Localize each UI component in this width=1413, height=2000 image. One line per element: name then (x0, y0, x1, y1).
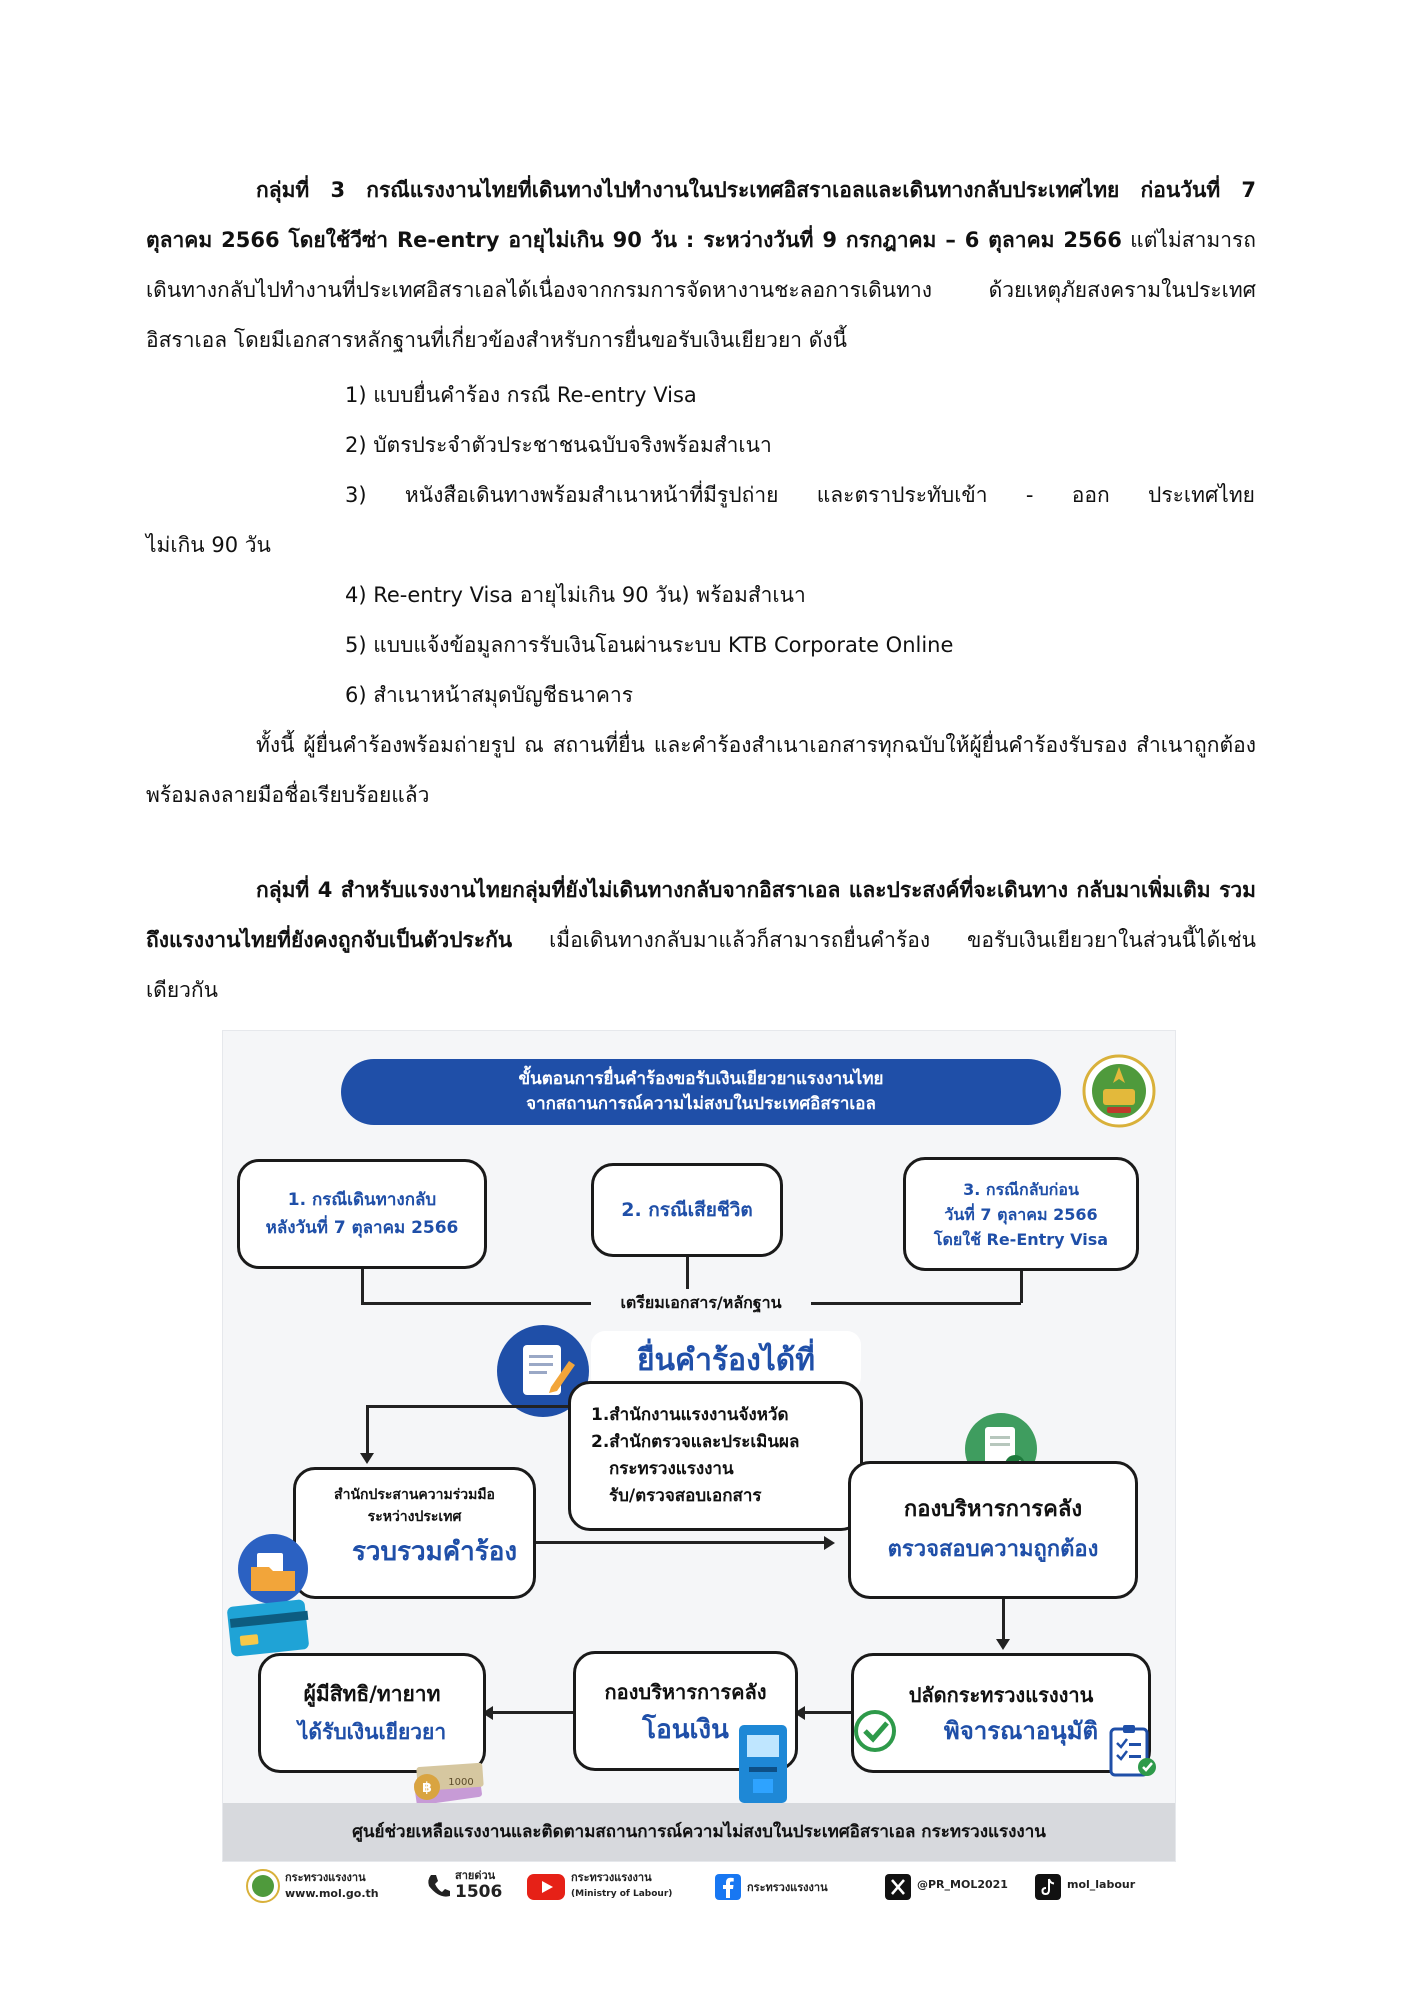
arrow-coord-to-treasury (536, 1541, 826, 1544)
treasury-verify-box (848, 1461, 1138, 1599)
coordination-action: รวบรวมคำร้อง (351, 1537, 518, 1567)
coordination-line2: ระหว่างประเทศ (367, 1509, 462, 1525)
recipient-title: ผู้มีสิทธิ/ทายาท (303, 1682, 441, 1706)
doc-item-3-cont: ไม่เกิน 90 วัน (146, 533, 271, 557)
group4-paragraph (146, 865, 1256, 1015)
case-3-line2: วันที่ 7 ตุลาคม 2566 (944, 1204, 1098, 1224)
doc-item-5: 5) แบบแจ้งข้อมูลการรับเงินโอนผ่านระบบ KTB Corporate Online (345, 633, 954, 657)
facebook-page[interactable]: กระทรวงแรงงาน (747, 1881, 828, 1894)
treasury-verify-title: กองบริหารการคลัง (903, 1497, 1083, 1522)
case-3-line3: โดยใช้ Re-Entry Visa (933, 1229, 1109, 1249)
infographic-title (341, 1059, 1061, 1125)
case-2-box (591, 1163, 783, 1257)
treasury-transfer-action: โอนเงิน (642, 1715, 729, 1745)
submit-location-1: 1.สำนักงานแรงงานจังหวัด (591, 1405, 789, 1425)
group3-note: ทั้งนี้ ผู้ยื่นคำร้องพร้อมถ่ายรูป ณ สถานที่ยื่น และคำร้องสำเนาเอกสารทุกฉบับให้ผู้ยื่นคำร้องรับรอง สำเนาถูกต้องพร้อมลงลายมือชื่อเรียบร้อยแล้ว (146, 733, 1256, 807)
ministry-logo-icon (245, 1868, 281, 1904)
hotline-label: สายด่วน (455, 1869, 496, 1882)
atm-icon (735, 1721, 791, 1807)
case-1-line1: 1. กรณีเดินทางกลับ (287, 1190, 437, 1210)
arrow-submit-to-coord-head (360, 1453, 374, 1464)
infographic-title-line2: จากสถานการณ์ความไม่สงบในประเทศอิสราเอล (526, 1094, 876, 1114)
group3-paragraph (146, 165, 1256, 365)
infographic-title-line1: ขั้นตอนการยื่นคำร้องขอรับเงินเยียวยาแรงงานไทย (518, 1069, 884, 1089)
checkmark-circle-icon (851, 1707, 899, 1755)
facebook-icon (715, 1874, 741, 1900)
case-3-line1: 3. กรณีกลับก่อน (963, 1179, 1079, 1199)
process-infographic (222, 1030, 1176, 1862)
x-handle[interactable]: @PR_MOL2021 (917, 1878, 1008, 1891)
coordination-line1: สำนักประสานความร่วมมือ (334, 1487, 495, 1503)
permanent-secretary-action: พิจารณาอนุมัติ (943, 1717, 1099, 1745)
doc-item-4: 4) Re-entry Visa อายุไม่เกิน 90 วัน) พร้อมสำเนา (345, 583, 806, 607)
arrow-transfer-to-recipient (491, 1711, 573, 1714)
case-1-line2: หลังวันที่ 7 ตุลาคม 2566 (265, 1218, 459, 1238)
treasury-transfer-title: กองบริหารการคลัง (604, 1680, 767, 1704)
svg-text:฿: ฿ (422, 1780, 432, 1796)
youtube-channel-en: (Ministry of Labour) (571, 1889, 673, 1899)
prepare-documents-label (591, 1289, 811, 1317)
tiktok-handle[interactable]: mol_labour (1067, 1878, 1136, 1891)
submit-title-text: ยื่นคำร้องได้ที่ (636, 1343, 816, 1378)
coordination-box (293, 1467, 536, 1599)
submit-receive-check: รับ/ตรวจสอบเอกสาร (609, 1486, 762, 1506)
prepare-documents-text: เตรียมเอกสาร/หลักฐาน (620, 1293, 782, 1312)
arrow-coord-to-treasury-head (824, 1536, 835, 1550)
arrow-submit-to-coord-h (366, 1405, 568, 1408)
arrow-treasury-to-perm-head (996, 1639, 1010, 1650)
x-icon (885, 1874, 911, 1900)
tiktok-icon (1035, 1874, 1061, 1900)
contact-strip (245, 1864, 1165, 1910)
connector-case1-down (361, 1269, 364, 1303)
hotline-number[interactable]: 1506 (455, 1882, 503, 1902)
submit-locations-box (568, 1381, 863, 1531)
website-link[interactable]: www.mol.go.th (285, 1887, 379, 1900)
group3-heading-rest: แต่ไม่สามารถเดินทางกลับไปทำงานที่ประเทศอิสราเอลได้เนื่องจากกรมการจัดหางานชะลอการเดินทาง ด้วยเหตุภัยสงครามในประเทศอิสราเอล โดยมีเอกสารหลักฐานที่เกี่ยวข้องสำหรับการยื่นขอรับเงินเยียวยา ดังนี้ (146, 228, 1256, 352)
doc-item-1: 1) แบบยื่นคำร้อง กรณี Re-entry Visa (345, 383, 697, 407)
permanent-secretary-title: ปลัดกระทรวงแรงงาน (908, 1683, 1094, 1707)
ministry-seal-icon (1081, 1053, 1157, 1129)
recipient-action: ได้รับเงินเยียวยา (297, 1720, 447, 1744)
submit-location-2-cont: กระทรวงแรงงาน (609, 1459, 734, 1479)
footer-banner (223, 1803, 1175, 1861)
checklist-icon (1101, 1721, 1163, 1783)
youtube-icon (527, 1874, 565, 1900)
folder-icon (235, 1531, 311, 1607)
arrow-treasury-to-perm (1002, 1599, 1005, 1641)
group3-heading: กลุ่มที่ 3 กรณีแรงงานไทยที่เดินทางไปทำงานในประเทศอิสราเอลและเดินทางกลับประเทศไทย ก่อนวันที่ 7 ตุลาคม 2566 โดยใช้วีซ่า Re-entry อายุไม่เกิน 90 วัน : ระหว่างวันที่ 9 กรกฎาคม – 6 ตุลาคม 2566 (146, 178, 1256, 252)
case-3-box (903, 1157, 1139, 1271)
group4-heading: กลุ่มที่ 4 สำหรับแรงงานไทยกลุ่มที่ยังไม่เดินทางกลับจากอิสราเอล และประสงค์ที่จะเดินทาง กลับมาเพิ่มเติม รวมถึงแรงงานไทยที่ยังคงถูกจับเป็นตัวประกัน (146, 878, 1256, 952)
case-1-box (237, 1159, 487, 1269)
youtube-channel[interactable]: กระทรวงแรงงาน (571, 1871, 652, 1884)
credit-card-icon (225, 1597, 317, 1661)
banknote-value: 1000 (448, 1777, 474, 1788)
doc-item-6: 6) สำเนาหน้าสมุดบัญชีธนาคาร (345, 683, 634, 707)
phone-icon (425, 1872, 451, 1900)
case-2-label: 2. กรณีเสียชีวิต (621, 1199, 753, 1221)
arrow-perm-to-transfer (803, 1711, 851, 1714)
arrow-submit-to-coord-v (366, 1405, 369, 1455)
connector-case3-down (1020, 1271, 1023, 1303)
ministry-name: กระทรวงแรงงาน (285, 1871, 366, 1884)
group4-heading-rest: เมื่อเดินทางกลับมาแล้วก็สามารถยื่นคำร้อง ขอรับเงินเยียวยาในส่วนนี้ได้เช่นเดียวกัน (146, 928, 1256, 1002)
treasury-verify-action: ตรวจสอบความถูกต้อง (887, 1537, 1099, 1562)
submit-location-2: 2.สำนักตรวจและประเมินผล (591, 1432, 800, 1452)
doc-item-3: 3) หนังสือเดินทางพร้อมสำเนาหน้าที่มีรูปถ่าย และตราประทับเข้า - ออก ประเทศไทย (345, 483, 1255, 507)
doc-item-2: 2) บัตรประจำตัวประชาชนฉบับจริงพร้อมสำเนา (345, 433, 772, 457)
footer-banner-text: ศูนย์ช่วยเหลือแรงงานและติดตามสถานการณ์ความไม่สงบในประเทศอิสราเอล กระทรวงแรงงาน (352, 1822, 1046, 1842)
